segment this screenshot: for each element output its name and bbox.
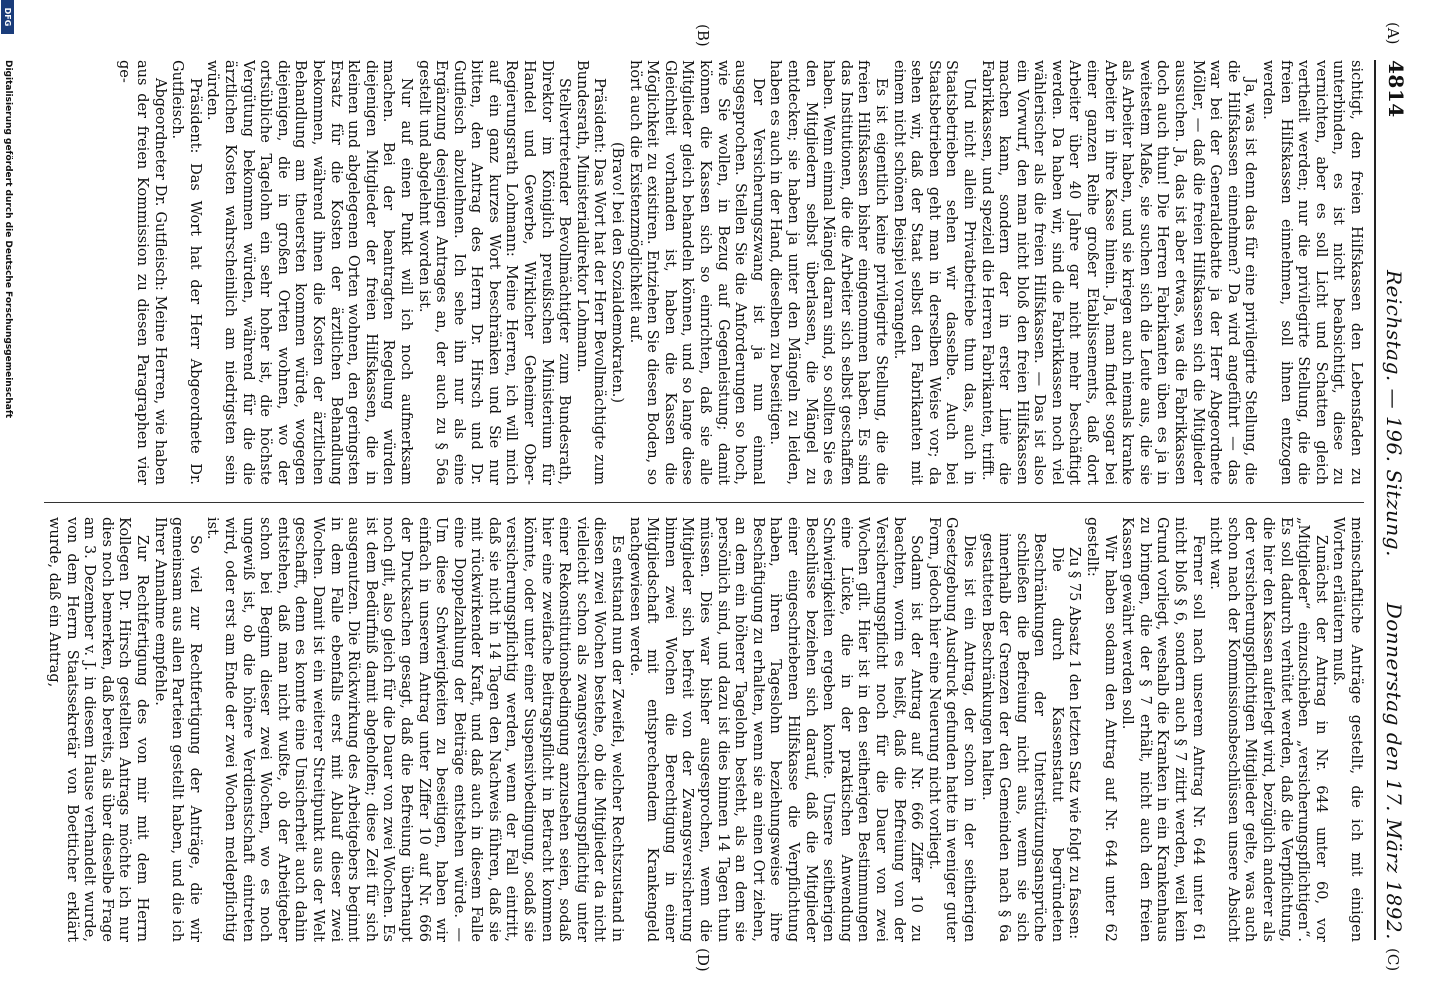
quoted-motion: Zu § 75 Absatz 1 den letzten Satz wie folgt zu fassen:: [1066, 547, 1083, 940]
page-header: [1374, 60, 1410, 940]
margin-marker-d: (D): [694, 948, 712, 972]
paragraph: Nur auf einen Punkt will ich noch aufmerksam machen. Bei der beantragten Regelung würden diejenigen Mitglieder der freien Hilfskassen, die in kleinen und abgelegenen Orten wohnen, den geringsten Ersatz für die Kosten der ärztlichen Behandlung bekommen, während ihnen die Kosten der ärztlichen Behandlung am theuersten kommen würde, wogegen diejenigen, die in großen Orten wohnen, wo der ortsübliche Tagelohn ein sehr hoher ist, die höchste Vergütung bekommen würden, während für die die ärztlichen Kosten wahrscheinlich am niedrigsten sein würden.: [204, 60, 414, 485]
paragraph: Ferner soll nach unserem Antrag Nr. 644 unter 61 nicht bloß § 6, sondern auch § 7 zitirt werden, weil kein Grund vorliegt, weshalb die Kranken in ein Krankenhaus zu bringen, die der § 7 erhält, nicht auch den freien Kassen gewährt werden soll.: [1119, 517, 1206, 942]
speaker-paragraph: Abgeordneter Dr. Gutfleisch: Meine Herren, wie haben aus der freien Kommission zu diesen Paragraphen vier ge-: [116, 60, 168, 485]
paragraph: Es ist eigentlich keine privilegirte Stellung, die die freien Hilfskassen bisher eingenommen haben. Es sind das Institutionen, die die Arbeiter sich selbst geschaffen haben. Wenn einmal Mängel daran sind, so sollten Sie es den Mitgliedern selbst überlassen, die Mängel zu entdecken; sie haben ja unter den Mängeln zu leiden, haben es auch in der Hand, dieselben zu beseitigen.: [767, 60, 889, 485]
paragraph: So viel zur Rechtfertigung der Anträge, die wir gemeinsam aus allen Parteien gestellt haben, und die ich Ihrer Annahme empfehle.: [151, 517, 203, 942]
paragraph: Sodann ist der Antrag auf Nr. 666 Ziffer 10 zu beachten, worin es heißt, daß die Befreiung von der Versicherungspflicht noch für die Dauer von zwei Wochen gilt. Hier ist in den seitherigen Bestimmungen eine Lücke, die in der praktischen Anwendung Schwierigkeiten ergeben konnte. Unsere seitherigen Beschlüsse beziehen sich darauf, daß die Mitglieder einer eingeschriebenen Hilfskasse die Verpflichtung haben, ihren Tageslohn beziehungsweise ihre Beschäftigung zu erhalten, wenn sie an einen Ort ziehen, an dem ein höherer Tagelohn besteht, als an dem sie persönlich sind, und dazu ist dies binnen 14 Tagen thun müssen. Dies war bisher ausgesprochen, wenn die Mitglieder sich befreit von der Zwangsversicherung binnen zwei Wochen die Berechtigung in einer Mitgliedschaft mit entsprechendem Krankengeld nachgewiesen werde.: [626, 517, 925, 942]
quoted-motion: Die durch Kassenstatut begründeten Beschränkungen der Unterstützungsansprüche schließen die Befreiung nicht aus, wenn sie sich innerhalb der Grenzen der den Gemeinden nach § 6a gestatteten Beschränkungen halten.: [978, 533, 1065, 942]
paragraph: meinschaftliche Anträge gestellt, die ich mit einigen Worten erläutern muß.: [1330, 517, 1364, 942]
session-date: Donnerstag den 17. März 1892.: [1382, 602, 1406, 940]
stage-direction: (Bravo! bei den Sozialdemokraten.): [609, 141, 626, 404]
speaker-paragraph: Präsident: Das Wort hat der Herr Bevollmächtigte zum Bundesrath, Ministerialdirektor Lohmann.: [573, 60, 608, 485]
speaker-paragraph: Präsident: Das Wort hat der Herr Abgeordnete Dr. Gutfleisch.: [169, 60, 203, 485]
paragraph: Zur Rechtfertigung des von mir mit dem Herrn Kollegen Dr. Hirsch gestellten Antrags möchte ich nur dies noch bemerken, daß bereits, als über dieselbe Frage am 3. Dezember v. J. in diesem Hause verhandelt wurde, von dem Herrn Staatssekretär von Boetticher erklärt wurde, daß ein Antrag,: [46, 517, 151, 942]
margin-marker-a: (A): [1384, 22, 1402, 45]
dfg-logo: DFG: [1, 0, 14, 34]
paragraph: sichtigt, den freien Hilfskassen den Lebensfaden zu unterbinden, es ist nicht beabsichtigt, diese zu vernichten, aber es soll Licht und Schatten gleich vertheilt werden; nur die privilegirte Stellung, die die freien Hilfskassen einnehmen, soll ihnen entzogen werden.: [1260, 60, 1364, 485]
running-head: Reichstag. — 196. Sitzung.: [1382, 270, 1406, 557]
speaker-paragraph: Stellvertretender Bevollmächtigter zum Bundesrath, Direktor im Königlich preußischen Ministerium für Handel und Gewerbe, Wirklicher Geheimer Ober-Regierungsrath Lohmann: Meine Herren, ich will mich auf ein ganz kurzes Wort beschränken und Sie nur bitten, den Antrag des Herrn Dr. Hirsch und Dr. Gutfleisch abzulehnen. Ich sehe ihn nur als eine Ergänzung desjenigen Antrages an, der auch zu § 56a gestellt und abgelehnt worden ist.: [415, 60, 573, 485]
paragraph: Ja, was ist denn das für eine privilegirte Stellung, die die Hilfskassen einnehmen? Da wird angeführt — das war bei der Generaldebatte ja der Herr Abgeordnete Möller, — daß die freien Hilfskassen sich die Mitglieder aussuchen. Ja, das ist aber etwas, was die Fabrikkassen doch auch thun! Die Herren Fabrikanten üben es ja in weitestem Maße, sie suchen sich die Leute aus, die sie als Arbeiter haben, und sie kriegen auch niemals kranke Arbeiter in ihre Kasse hinein. Ja, man findet sogar bei einer ganzen Reihe großer Etablissements, daß dort Arbeiter über 40 Jahre gar nicht mehr beschäftigt werden. Da haben wir, sind die Fabrikkassen noch viel wählerischer als die freien Hilfskassen. — Das ist also ein Vorwurf, den man nicht bloß den freien Hilfskassen machen kann, sondern der in erster Linie die Fabrikkassen, und speziell die Herren Fabrikanten, trifft.: [978, 60, 1259, 485]
page-number: 4814: [1384, 60, 1408, 118]
paragraph: Zunächst der Antrag in Nr. 644 unter 60, vor „Mitglieder“ einzuschieben „versicherungspflichtigen“. Es soll dadurch verhütet werden, daß die Verpflichtung, die hier den Kassen auferlegt wird, bezüglich anderer als der versicherungspflichtigen Mitglieder gelte, was auch schon nach der Kommissionsbeschlüssen unsere Absicht nicht war.: [1207, 517, 1329, 942]
paragraph: Es entstand nun der Zweifel, welcher Rechtszustand in diesen zwei Wochen bestehe, ob die Mitglieder da nicht vielleicht schon als zwangsversicherungspflichtig unter einer Rekonstitutionsbedingung anzusehen seien, sodaß hier eine zweifache Beitragspflicht in Betracht kommen könnte, oder unter einer Suspensivbedingung, sodaß sie versicherungspflichtig werden, wenn der Fall eintritt, daß sie nicht in 14 Tagen den Nachweis führen, daß sie mit rückwirkender Kraft, und daß auch in diesem Falle eine Doppelzahlung der Beiträge entstehen würde. — Um diese Schwierigkeiten zu beseitigen, haben wir einfach in unserem Antrag unter Ziffer 10 auf Nr. 666 der Drucksachen gesagt, daß die Befreiung überhaupt noch gilt, also gleich für die Dauer von zwei Wochen. Es ist dem Bedürfniß damit abgeholfen; diese Zeit für sich ausgenutzen. Die Rückwirkung des Arbeitgebers beginnt in dem Falle ebenfalls erst mit Ablauf dieser zwei Wochen. Damit ist ein weiterer Streitpunkt aus der Welt geschafft, denn es konnte eine Unsicherheit auch dahin entstehen, daß man nicht wußte, ob der Arbeitgeber schon bei Beginn dieser zwei Wochen, wo es noch ungewiß ist, ob die höhere Verdienstschaft eintreten wird, oder erst am Ende der zwei Wochen meldepflichtig ist.: [204, 517, 626, 942]
paragraph: Und nicht allein Privatbetriebe thun das, auch in Staatsbetrieben sehen wir dasselbe. Auch bei Staatsbetrieben geht man in derselben Weise vor; da sehen wir, daß der Staat selbst den Fabrikanten mit einem nicht schönen Beispiel vorangeht.: [890, 60, 977, 485]
paragraph: Der Versicherungszwang ist ja nun einmal ausgesprochen. Stellen Sie die Anforderungen so hoch, wie Sie wollen, in Bezug auf Gegenleistung; damit können die Kassen sich so einrichten, daß sie alle Mitglieder gleich behandeln können, und so lange diese Gleichheit vorhanden ist, haben die Kassen die Möglichkeit zu existiren. Entziehen Sie diesen Boden, so hört auch die Existenzmöglichkeit auf.: [626, 60, 766, 485]
funding-note: Digitalisierung gefördert durch die Deutsche Forschungsgemeinschaft: [3, 60, 13, 419]
column-divider: [44, 502, 1364, 503]
right-text-column: [44, 517, 1364, 942]
left-text-column: [44, 60, 1364, 485]
digitization-footer: [0, 0, 14, 1000]
paragraph: Dies ist ein Antrag, der schon in der seitherigen Gesetzgebung Ausdruck gefunden hatte in weniger guter Form, jedoch hier eine Neuerung nicht vorliegt.: [925, 517, 977, 942]
margin-marker-c: (C): [1384, 948, 1402, 972]
paragraph: Wir haben sodann den Antrag auf Nr. 644 unter 62 gestellt:: [1084, 517, 1118, 942]
margin-marker-b: (B): [694, 24, 712, 47]
